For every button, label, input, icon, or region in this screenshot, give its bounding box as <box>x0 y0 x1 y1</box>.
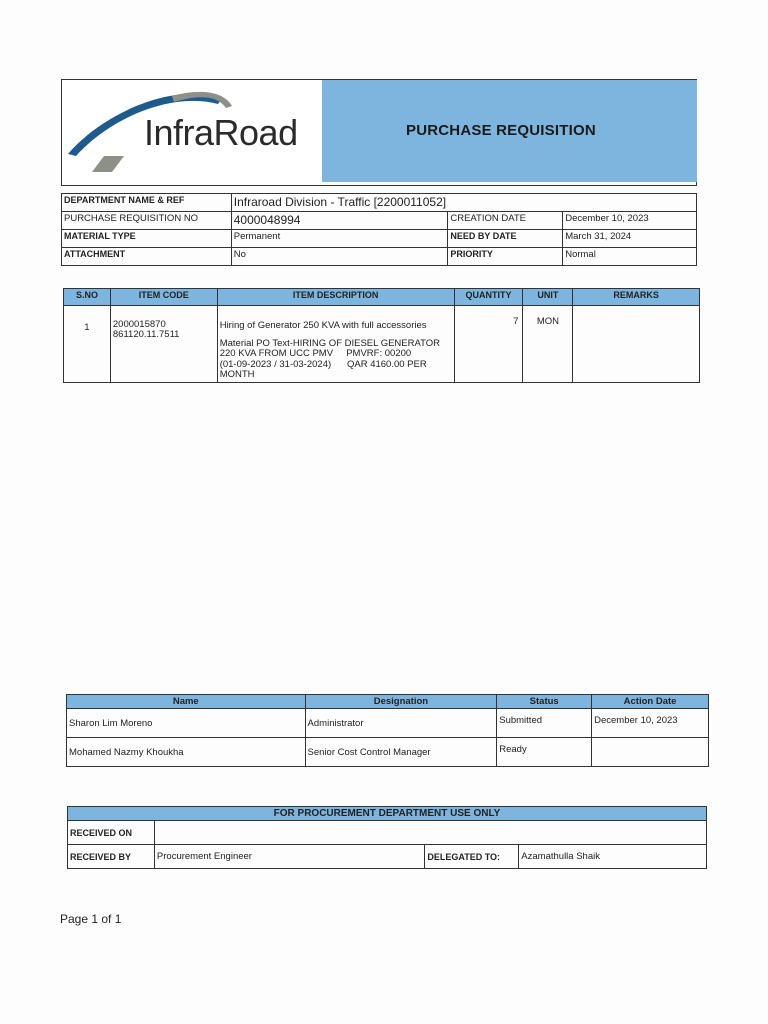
po-text-line: (01-09-2023 / 31-03-2024) QAR 4160.00 PER <box>219 358 427 370</box>
item-description: Hiring of Generator 250 KVA with full accessories <box>219 320 427 331</box>
received-by-value: Procurement Engineer <box>154 845 424 869</box>
page-number: Page 1 of 1 <box>60 912 122 926</box>
delegated-to-label: DELEGATED TO: <box>425 845 519 869</box>
attachment-label: ATTACHMENT <box>62 248 232 266</box>
company-logo <box>62 84 322 186</box>
need-by-date-label: NEED BY DATE <box>448 230 563 248</box>
table-row <box>64 306 700 383</box>
approver-designation: Senior Cost Control Manager <box>305 738 497 767</box>
priority-label: PRIORITY <box>448 248 563 266</box>
approver-date: December 10, 2023 <box>592 709 709 738</box>
po-text-line: MONTH <box>219 369 255 381</box>
po-text-line: 220 KVA FROM UCC PMV PMVRF: 00200 <box>219 348 412 360</box>
item-code: 2000015870 <box>112 319 166 330</box>
requisition-info-table <box>61 193 697 266</box>
items-header-sno: S.NO <box>64 289 111 306</box>
received-by-label: RECEIVED BY <box>68 845 155 869</box>
items-header-quantity: QUANTITY <box>454 289 523 306</box>
item-sno: 1 <box>64 306 111 383</box>
item-account-code: 861120.11.7511 <box>112 329 180 341</box>
procurement-table <box>67 806 707 869</box>
approval-header-designation: Designation <box>305 695 497 709</box>
item-unit: MON <box>523 306 573 383</box>
delegated-to-value: Azamathulla Shaik <box>519 845 707 869</box>
department-label: DEPARTMENT NAME & REF <box>62 194 232 212</box>
approver-name: Mohamed Nazmy Khoukha <box>67 738 306 767</box>
pr-number-label: PURCHASE REQUISITION NO <box>62 212 232 230</box>
approver-designation: Administrator <box>305 709 497 738</box>
creation-date-label: CREATION DATE <box>448 212 563 230</box>
brand-name: InfraRoad <box>144 112 298 153</box>
approval-header-name: Name <box>67 695 306 709</box>
item-po-text <box>220 339 452 381</box>
approver-date <box>592 738 709 767</box>
approver-name: Sharon Lim Moreno <box>67 709 306 738</box>
item-code-cell <box>110 306 217 383</box>
page-title: PURCHASE REQUISITION <box>406 122 596 139</box>
priority-value: Normal <box>563 248 697 266</box>
attachment-value: No <box>231 248 448 266</box>
item-remarks <box>573 306 700 383</box>
title-banner <box>322 80 697 182</box>
approval-table <box>66 694 709 767</box>
creation-date-value: December 10, 2023 <box>563 212 697 230</box>
received-on-value <box>154 821 706 845</box>
pr-number-value: 4000048994 <box>231 212 448 230</box>
items-header-code: ITEM CODE <box>110 289 217 306</box>
need-by-date-value: March 31, 2024 <box>563 230 697 248</box>
received-on-label: RECEIVED ON <box>68 821 155 845</box>
po-text-line: Material PO Text-HIRING OF DIESEL GENERATOR <box>219 338 441 349</box>
table-row <box>67 709 709 738</box>
items-table <box>63 288 700 383</box>
approval-header-status: Status <box>497 695 592 709</box>
items-header-description: ITEM DESCRIPTION <box>217 289 454 306</box>
approver-status: Ready <box>497 738 592 767</box>
approver-status: Submitted <box>497 709 592 738</box>
procurement-heading: FOR PROCUREMENT DEPARTMENT USE ONLY <box>68 807 707 821</box>
item-description-cell <box>217 306 454 383</box>
department-value: Infraroad Division - Traffic [2200011052] <box>231 194 696 212</box>
items-header-remarks: REMARKS <box>573 289 700 306</box>
approval-header-date: Action Date <box>592 695 709 709</box>
material-type-label: MATERIAL TYPE <box>62 230 232 248</box>
item-quantity: 7 <box>454 306 523 383</box>
items-header-unit: UNIT <box>523 289 573 306</box>
material-type-value: Permanent <box>231 230 448 248</box>
document-header <box>61 79 697 186</box>
table-row <box>67 738 709 767</box>
